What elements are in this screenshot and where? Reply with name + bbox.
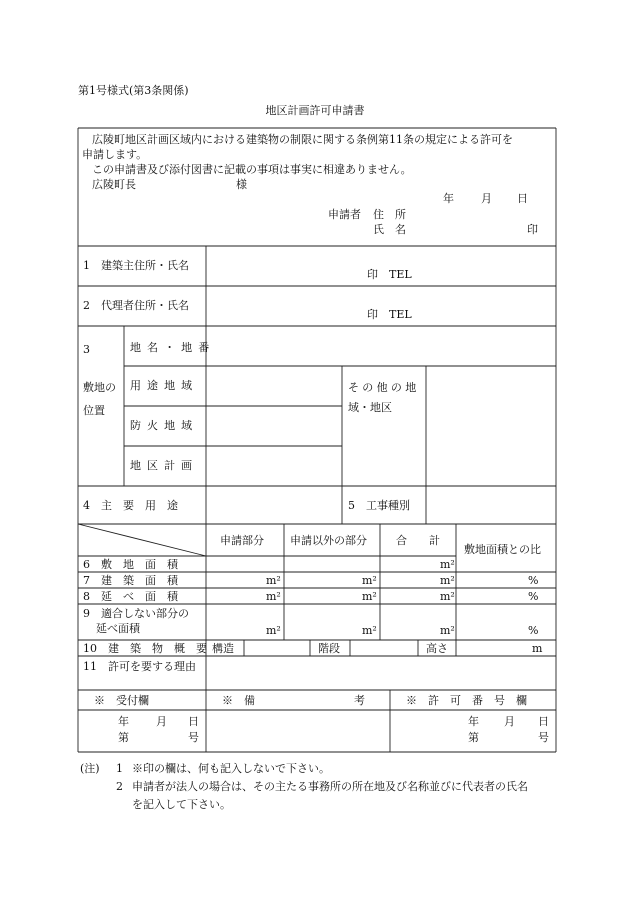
reception-number-suffix: 号	[188, 731, 199, 744]
floor-area-total-unit: m²	[440, 590, 455, 603]
site-area-total-unit: m²	[440, 558, 455, 571]
permit-day: 日	[538, 715, 549, 728]
note-2-text-line1: 申請者が法人の場合は、その主たる事務所の所在地及び名称並びに代表者の氏名	[132, 780, 528, 793]
date-day: 日	[517, 192, 528, 205]
header-ratio: 敷地面積との比	[464, 543, 541, 556]
header-applied: 申請部分	[220, 534, 264, 547]
date-month: 月	[481, 192, 492, 205]
site-area-label: 6 敷 地 面 積	[83, 558, 178, 571]
reception-label: ※ 受付欄	[94, 694, 149, 707]
building-area-other-unit: m²	[362, 574, 377, 587]
overview-label: 10 建 築 物 概 要	[83, 642, 207, 655]
nonconforming-other-unit: m²	[362, 624, 377, 637]
reason-label: 11 許可を要する理由	[83, 660, 196, 673]
nonconforming-label-line1: 9 適合しない部分の	[83, 607, 189, 620]
nonconforming-label-line2: 延べ面積	[96, 622, 140, 635]
floor-area-applied-unit: m²	[266, 590, 281, 603]
agent-label: 2 代理者住所・氏名	[83, 299, 189, 312]
work-type-label: 5 工事種別	[348, 499, 410, 512]
floor-area-label: 8 延 べ 面 積	[83, 590, 178, 603]
permit-month: 月	[504, 715, 515, 728]
intro-line-3: この申請書及び添付図書に記載の事項は事実に相違ありません。	[92, 163, 412, 176]
building-area-ratio-unit: %	[528, 574, 539, 587]
nonconforming-total-unit: m²	[440, 624, 455, 637]
owner-seal-tel: 印 TEL	[367, 268, 412, 281]
remarks-label-1: ※ 備	[222, 694, 255, 707]
district-plan-label: 地区計画	[130, 459, 199, 472]
fire-zone-label: 防火地域	[130, 419, 199, 432]
permit-number-suffix: 号	[538, 731, 549, 744]
permit-number-prefix: 第	[468, 731, 479, 744]
site-number: 3	[83, 343, 90, 356]
date-year: 年	[443, 192, 454, 205]
addressee: 広陵町長	[92, 178, 136, 191]
floor-area-other-unit: m²	[362, 590, 377, 603]
nonconforming-ratio-unit: %	[528, 624, 539, 637]
intro-line-1: 広陵町地区計画区域内における建築物の制限に関する条例第11条の規定による許可を	[92, 133, 513, 146]
nonconforming-applied-unit: m²	[266, 624, 281, 637]
building-area-applied-unit: m²	[266, 574, 281, 587]
note-2-text-line2: を記入して下さい。	[132, 798, 231, 811]
applicant-name-label: 氏 名	[373, 223, 406, 236]
reception-year: 年	[118, 715, 129, 728]
applicant-address-label: 住 所	[373, 208, 406, 221]
note-1-number: 1	[116, 762, 123, 775]
note-2-number: 2	[116, 780, 123, 793]
reception-day: 日	[188, 715, 199, 728]
addressee-honorific: 様	[236, 178, 247, 191]
note-1-text: ※印の欄は、何も記入しないで下さい。	[132, 762, 330, 775]
permit-number-label: ※ 許 可 番 号 欄	[406, 694, 527, 707]
lot-label: 地名・地番	[130, 341, 216, 354]
owner-label: 1 建築主住所・氏名	[83, 259, 189, 272]
remarks-label-2: 考	[354, 694, 365, 707]
header-other: 申請以外の部分	[290, 534, 367, 547]
form-number: 第1号様式(第3条関係)	[78, 84, 189, 97]
structure-label: 構造	[212, 642, 234, 655]
floor-area-ratio-unit: %	[528, 590, 539, 603]
page-title: 地区計画許可申請書	[265, 104, 365, 117]
reception-month: 月	[156, 715, 167, 728]
building-area-total-unit: m²	[440, 574, 455, 587]
height-unit: m	[532, 642, 543, 655]
building-area-label: 7 建 築 面 積	[83, 574, 178, 587]
main-use-label: 4 主 要 用 途	[83, 499, 178, 512]
site-label-line2: 位置	[83, 404, 105, 417]
other-zone-label-line2: 域・地区	[348, 401, 392, 414]
reception-number-prefix: 第	[118, 731, 129, 744]
applicant-label: 申請者	[328, 208, 361, 221]
applicant-seal: 印	[527, 223, 538, 236]
height-label: 高さ	[426, 642, 448, 655]
use-zone-label: 用途地域	[130, 379, 199, 392]
agent-seal-tel: 印 TEL	[367, 308, 412, 321]
header-total: 合 計	[396, 534, 440, 547]
other-zone-label-line1: その他の地	[348, 381, 420, 394]
permit-year: 年	[468, 715, 479, 728]
floors-label: 階段	[318, 642, 340, 655]
notes-label: (注)	[80, 762, 100, 775]
intro-line-2: 申請します。	[82, 148, 148, 161]
site-label-line1: 敷地の	[83, 381, 116, 394]
